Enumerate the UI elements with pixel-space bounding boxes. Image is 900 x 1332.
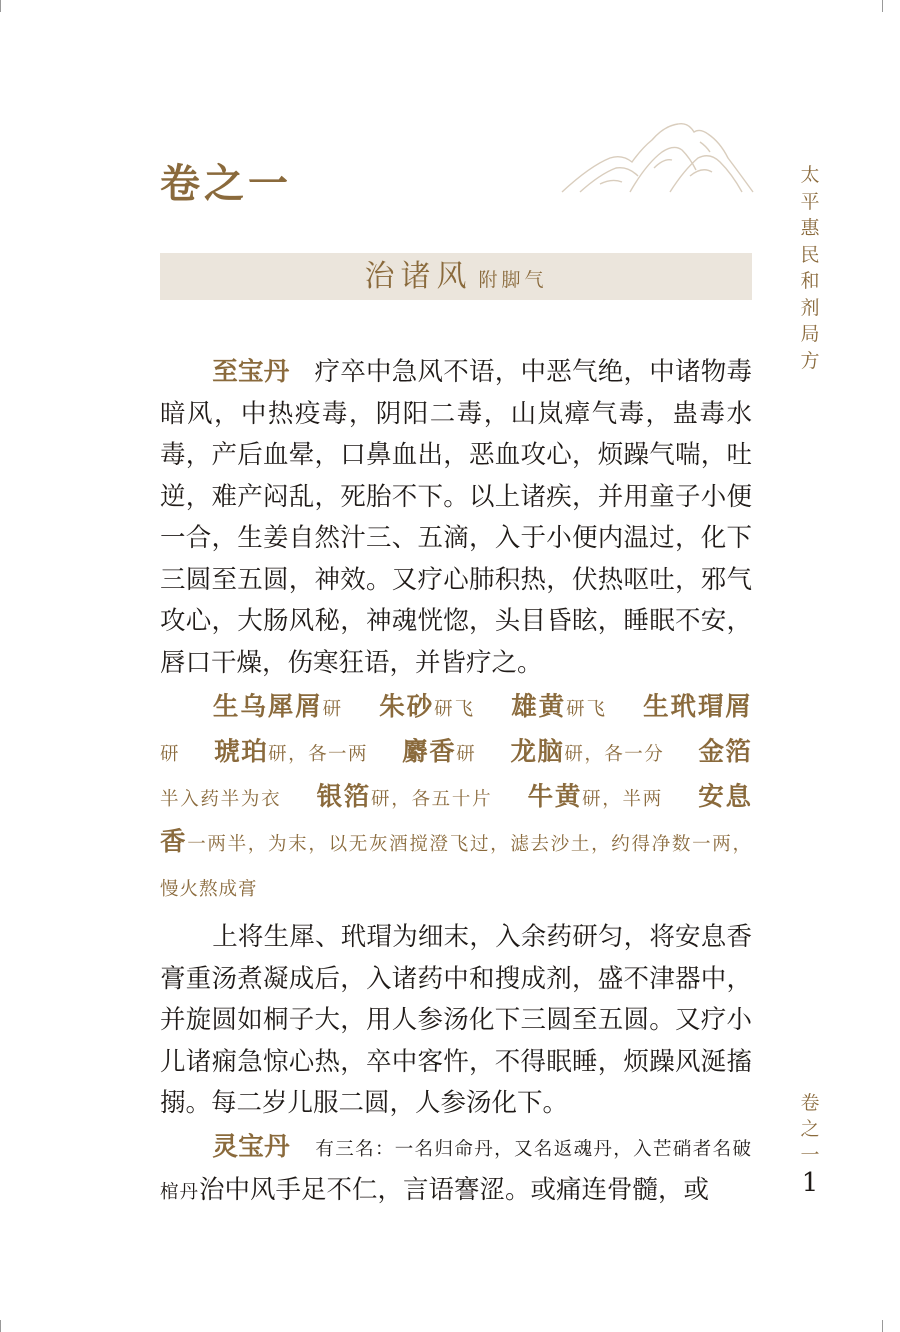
section-subtitle: 附脚气 [478, 269, 548, 291]
paragraph-zhibaodan [160, 352, 752, 684]
ingredient: 朱砂研飞 [379, 692, 476, 722]
chapter-title: 卷之一 [160, 160, 292, 207]
formula-name: 灵宝丹 [212, 1131, 290, 1162]
paragraph-preparation [160, 917, 752, 1125]
paragraph-text: 疗卒中急风不语，中恶气绝，中诸物毒暗风，中热疫毒，阴阳二毒，山岚瘴气毒，蛊毒水毒，产后血晕，口鼻血出，恶血攻心，烦躁气喘，吐逆，难产闷乱，死胎不下。以上诸疾，并用童子小便一合，生姜自然汁三、五滴，入于小便内温过，化下三圆至五圆，神效。又疗心肺积热，伏热呕吐，邪气攻心，大肠风秘，神魂恍惚，头目昏眩，睡眠不安，唇口干燥，伤寒狂语，并皆疗之。 [160, 357, 752, 678]
paragraph-text: 治中风手足不仁，言语謇涩。或痛连骨髓，或 [199, 1175, 710, 1205]
ingredient: 金箔半入药半为衣 [160, 737, 752, 810]
crop-mark-top-left [0, 0, 1, 12]
page-number: 1 [801, 1168, 819, 1198]
formula-name: 至宝丹 [212, 357, 290, 387]
ingredient: 龙脑研，各一分 [510, 737, 665, 767]
ingredient: 琥珀研，各一两 [214, 737, 368, 767]
ingredient: 牛黄研，半两 [527, 782, 663, 812]
section-heading-band [160, 253, 752, 300]
crop-mark-bottom-left [0, 1320, 1, 1332]
formula-note: 有三名：一名归命丹，又名返魂丹，入芒硝者名破棺丹 [160, 1138, 752, 1203]
running-chapter-label: 卷之一 [800, 1092, 820, 1166]
section-title: 治诸风 [364, 259, 473, 294]
ingredient: 生乌犀屑研 [212, 692, 344, 722]
ingredient: 安息香一两半，为末，以无灰酒搅澄飞过，滤去沙土，约得净数一两，慢火熬成膏 [160, 782, 752, 900]
mountain-ornament-icon [560, 118, 755, 196]
paragraph-text: 上将生犀、玳瑁为细末，入余药研匀，将安息香膏重汤煮凝成后，入诸药中和搜成剂，盛不津器中，并旋圆如桐子大，用人参汤化下三圆至五圆。又疗小儿诸痫急惊心热，卒中客忤，不得眠睡，烦躁风涎搐搦。每二岁儿服二圆，人参汤化下。 [160, 922, 752, 1118]
running-book-title: 太平惠民和剂局方 [800, 164, 820, 372]
ingredient: 生玳瑁屑研 [160, 692, 752, 765]
ingredient-list [160, 686, 752, 911]
ingredient: 麝香研 [402, 737, 477, 767]
crop-mark-top-right [882, 0, 883, 12]
main-text [160, 352, 752, 1214]
crop-mark-bottom-right [882, 1320, 883, 1332]
ingredient: 雄黄研飞 [511, 692, 607, 722]
ingredient: 银箔研，各五十片 [316, 782, 493, 812]
paragraph-lingbaodan [160, 1127, 752, 1214]
